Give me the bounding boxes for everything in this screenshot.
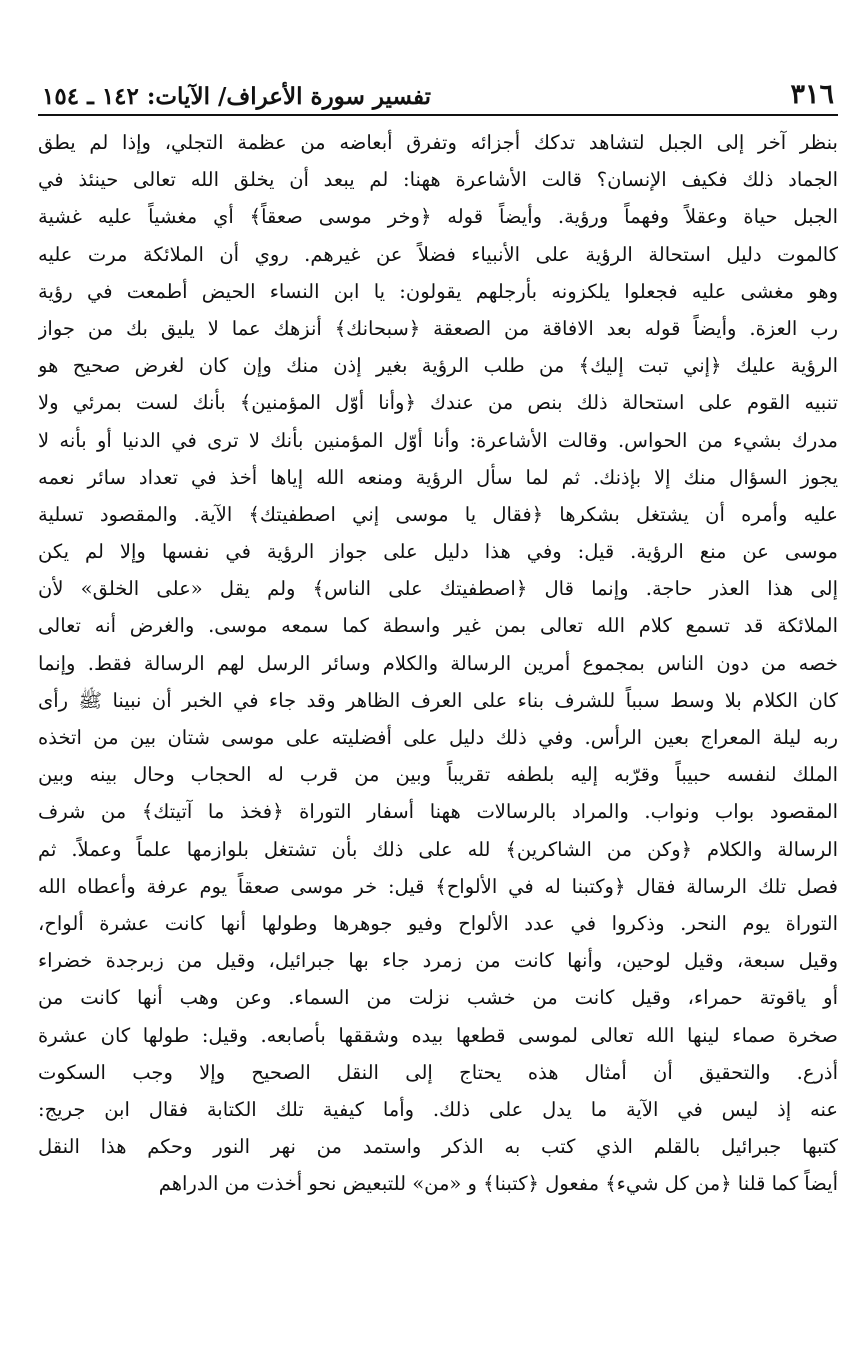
- text-line: المقصود بواب ونواب. والمراد بالرسالات ههنا أسفار التوراة ﴿فخذ ما آتيتك﴾ من شرف: [38, 800, 838, 824]
- page-header: [38, 62, 838, 116]
- text-line: عليه وأمره أن يشتغل بشكرها ﴿فقال يا موسى إني اصطفيتك﴾ الآية. والمقصود تسلية: [38, 502, 838, 526]
- body-text: [38, 124, 838, 1202]
- text-line: مدرك بشيء من الحواس. وقالت الأشاعرة: وأنا أوّل المؤمنين بأنك لا ترى في الدنيا أو بأنه لا: [38, 428, 838, 452]
- text-line: الرؤية عليك ﴿إني تبت إليك﴾ من طلب الرؤية بغير إذن منك وإن كان لغرض صحيح هو: [38, 354, 838, 378]
- text-line: خصه من دون الناس بمجموع أمرين الرسالة والكلام وسائر الرسل لهم الرسالة فقط. وإنما: [38, 651, 838, 675]
- text-line: الرسالة والكلام ﴿وكن من الشاكرين﴾ لله على ذلك بأن تشتغل بلوازمها علماً وعملاً. ثم: [38, 837, 838, 861]
- text-line: التوراة يوم النحر. وذكروا في عدد الألواح وفيو جوهرها وطولها أنها كانت عشرة ألواح،: [38, 911, 838, 935]
- text-line: وقيل سبعة، وقيل لوحين، وأنها كانت من زمرد جاء بها جبرائيل، وقيل من زبرجدة خضراء: [38, 949, 838, 973]
- text-line: تنبيه القوم على استحالة ذلك بنص من عندك ﴿وأنا أوّل المؤمنين﴾ بأنك لست بمرئي ولا: [38, 391, 838, 415]
- text-line: أذرع. والتحقيق أن أمثال هذه يحتاج إلى النقل الصحيح وإلا وجب السكوت: [38, 1060, 838, 1084]
- text-line: الجبل حياة وعقلاً وفهماً ورؤية. وأيضاً قوله ﴿وخر موسى صعقاً﴾ أي مغشياً عليه غشية: [38, 205, 838, 229]
- text-line: عنه إذ ليس في الآية ما يدل على ذلك. وأما كيفية تلك الكتابة فقال ابن جريج:: [38, 1097, 838, 1121]
- text-line: الملك لنفسه حبيباً وقرّبه إليه بلطفه تقريباً وبين من قرب له الحجاب وحال بينه وبين: [38, 763, 838, 787]
- text-line: أيضاً كما قلنا ﴿من كل شيء﴾ مفعول ﴿كتبنا﴾ و «من» للتبعيض نحو أخذت من الدراهم: [158, 1172, 838, 1196]
- text-line: صخرة صماء لينها الله تعالى لموسى قطعها بيده وشققها بأصابعه. وقيل: طولها كان عشرة: [38, 1023, 838, 1047]
- text-line: رب العزة. وأيضاً قوله بعد الافاقة من الصعقة ﴿سبحانك﴾ أنزهك عما لا يليق بك من جواز: [38, 316, 838, 340]
- text-line: كالموت دليل استحالة الرؤية على الأنبياء فضلاً عن غيرهم. روي أن الملائكة مرت عليه: [38, 242, 838, 266]
- text-line: أو ياقوتة حمراء، وقيل كانت من خشب نزلت من السماء. وعن وهب أنها كانت من: [38, 986, 838, 1010]
- text-line: كتبها جبرائيل بالقلم الذي كتب به الذكر واستمد من نهر النور وحكم هذا النقل: [38, 1135, 838, 1159]
- book-page: [38, 62, 838, 1312]
- text-line: الجماد ذلك فكيف الإنسان؟ قالت الأشاعرة ههنا: لم يبعد أن يخلق الله تعالى حينئذ في: [38, 168, 838, 192]
- text-line: كان الكلام بلا وسط سبباً للشرف بناء على العرف الظاهر وقد جاء في الخبر أن نبينا ﷺ رأى: [38, 688, 838, 712]
- running-title: تفسير سورة الأعراف/ الآيات: ١٤٢ ـ ١٥٤: [42, 83, 432, 110]
- text-line: ربه ليلة المعراج بعين الرأس. وفي ذلك دليل على أفضليته على موسى شتان بين من اتخذه: [38, 726, 838, 749]
- text-line: موسى عن منع الرؤية. قيل: وفي هذا دليل على جواز الرؤية في نفسها وإلا لم يكن: [38, 540, 838, 564]
- text-line: بنظر آخر إلى الجبل لتشاهد تدكك أجزائه وتفرق أبعاضه من عظمة التجلي، وإذا لم يطق: [38, 131, 838, 154]
- text-line: فصل تلك الرسالة فقال ﴿وكتبنا له في الألواح﴾ قيل: خر موسى صعقاً يوم عرفة وأعطاه الله: [38, 874, 838, 898]
- header-rule: [38, 114, 838, 116]
- text-line: إلى هذا العذر حاجة. وإنما قال ﴿اصطفيتك على الناس﴾ ولم يقل «على الخلق» لأن: [38, 577, 838, 601]
- text-line: يجوز السؤال منك إلا بإذنك. ثم لما سأل الرؤية ومنعه الله إياها أخذ في تعداد سائر نعمه: [38, 465, 838, 489]
- text-line: وهو مغشى عليه فجعلوا يلكزونه بأرجلهم يقولون: يا ابن النساء الحيض أطمعت في رؤية: [38, 279, 838, 303]
- page-number: ٣١٦: [790, 79, 834, 110]
- text-line: الملائكة قد تسمع كلام الله تعالى بمن غير واسطة كما سمعه موسى. والغرض أنه تعالى: [38, 614, 838, 638]
